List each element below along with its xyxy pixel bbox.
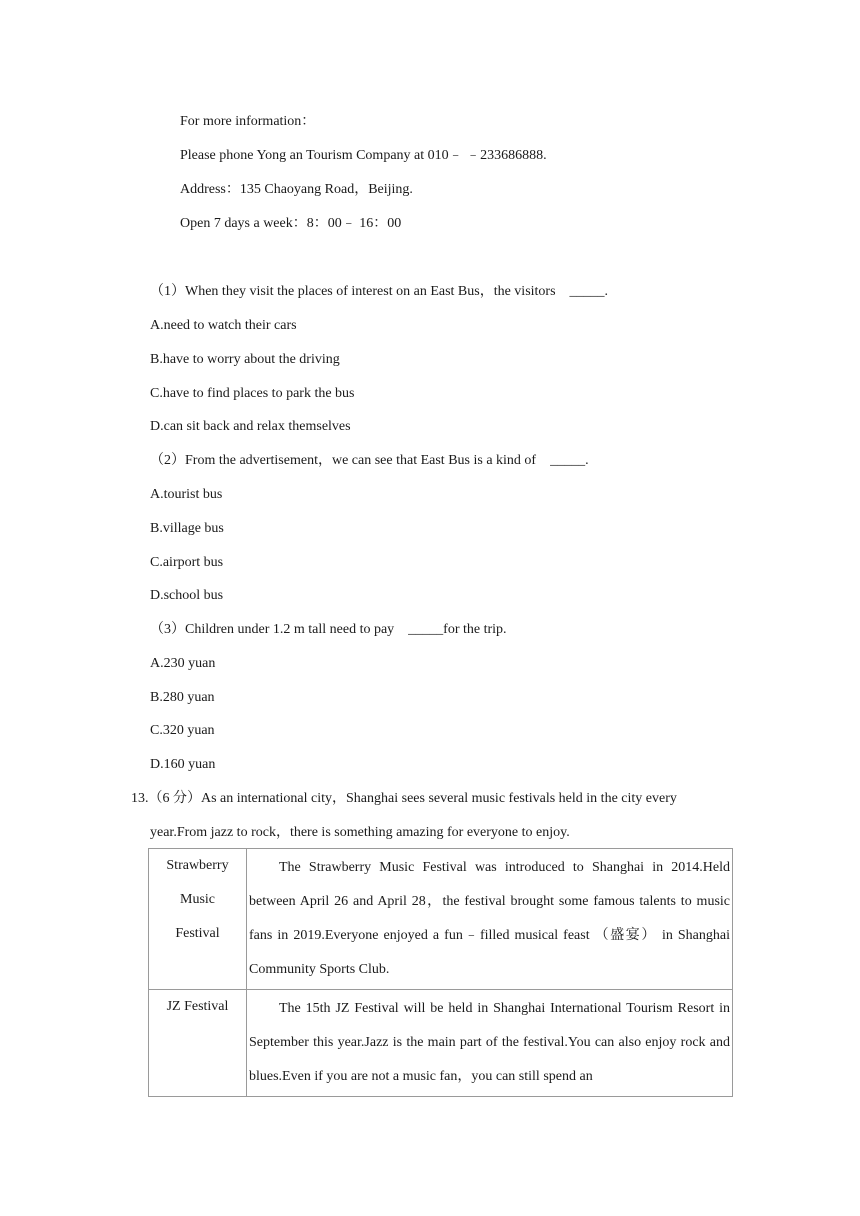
question-2-option-d: D.school bus xyxy=(150,588,224,603)
question-1-option-b: B.have to worry about the driving xyxy=(150,352,340,367)
festival-name-line: Music xyxy=(180,892,215,907)
question-2-option-b: B.village bus xyxy=(150,521,224,536)
question-3-option-a: A.230 yuan xyxy=(150,656,216,671)
question-2-stem: （2）From the advertisement，we can see that East Bus is a kind of _____. xyxy=(150,453,589,468)
festival-description: The 15th JZ Festival will be held in Shanghai International Tourism Resort in September this year.Jazz is the main part of the festival.You can also enjoy rock and blues.Even if you are not a music fan，you can still spend an xyxy=(249,1001,730,1084)
question-3-option-c: C.320 yuan xyxy=(150,723,215,738)
question-1-option-d: D.can sit back and relax themselves xyxy=(150,419,351,434)
table-row xyxy=(149,849,733,990)
info-line-hours: Open 7 days a week：8：00﹣ 16：00 xyxy=(180,216,402,231)
festival-name-line: JZ Festival xyxy=(166,999,229,1014)
festival-description-cell xyxy=(247,990,733,1097)
festival-description: The Strawberry Music Festival was introduced to Shanghai in 2014.Held between April 26 and April 28，the festival brought some famous talents to music fans in 2019.Everyone enjoyed a fun﹣filled musical feast （盛宴） in Shanghai Community Sports Club. xyxy=(249,860,730,977)
question-3-option-b: B.280 yuan xyxy=(150,690,215,705)
info-line-address: Address：135 Chaoyang Road，Beijing. xyxy=(180,182,413,197)
question-2-option-a: A.tourist bus xyxy=(150,487,223,502)
festival-name-line: Festival xyxy=(175,926,220,941)
festival-name-cell xyxy=(149,849,247,990)
question-1-stem: （1）When they visit the places of interest on an East Bus，the visitors _____. xyxy=(150,284,609,299)
question-2-option-c: C.airport bus xyxy=(150,555,224,570)
festival-name-cell xyxy=(149,990,247,1097)
festival-table xyxy=(148,848,733,1097)
question-1-option-c: C.have to find places to park the bus xyxy=(150,386,355,401)
question-3-stem: （3）Children under 1.2 m tall need to pay _____for the trip. xyxy=(150,622,507,637)
info-line-more: For more information： xyxy=(180,114,316,129)
info-line-phone: Please phone Yong an Tourism Company at 010﹣ ﹣233686888. xyxy=(180,148,547,163)
question-3-option-d: D.160 yuan xyxy=(150,757,216,772)
table-row xyxy=(149,990,733,1097)
question-1-option-a: A.need to watch their cars xyxy=(150,318,297,333)
question-13-line-1: 13.（6 分）As an international city，Shanghai sees several music festivals held in the city every xyxy=(131,791,677,806)
festival-name-line: Strawberry xyxy=(166,858,229,873)
question-13-line-2: year.From jazz to rock，there is something amazing for everyone to enjoy. xyxy=(150,825,570,840)
festival-description-cell xyxy=(247,849,733,990)
